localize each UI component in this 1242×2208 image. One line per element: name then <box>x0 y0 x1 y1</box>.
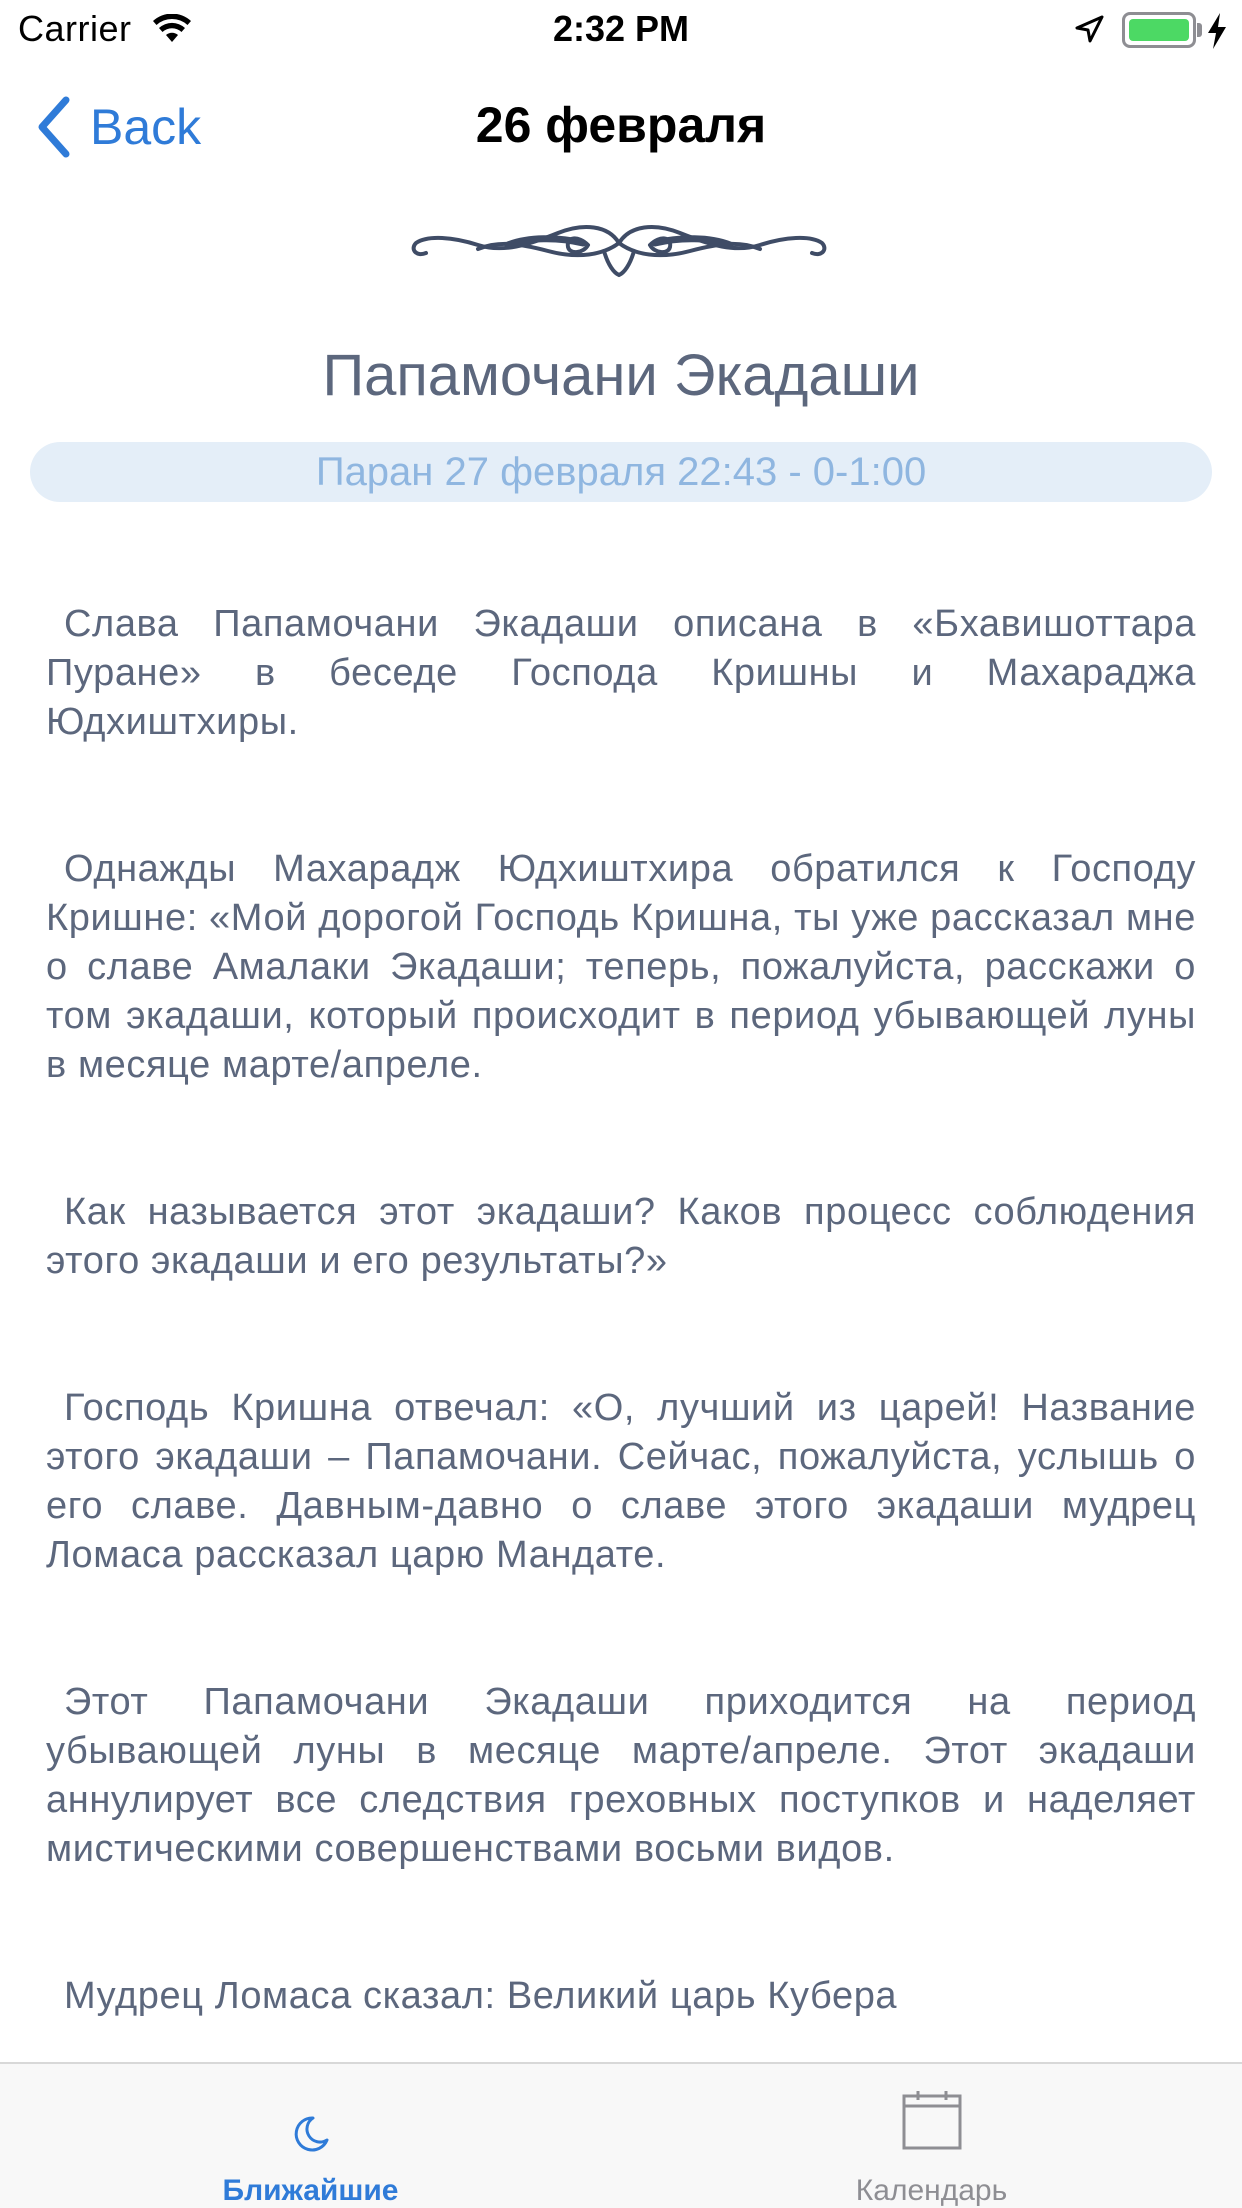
article-paragraph: Однажды Махарадж Юдхиштхира обратился к Господу Кришне: «Мой дорогой Господь Кришна, ты уже рассказал мне о славе Амалаки Экадаши; теперь, пожалуйста, расскажи о том экадаши, который происходит в период убывающей луны в месяце марте/апреле. <box>46 848 1196 1086</box>
tab-calendar-label: Календарь <box>855 2174 1008 2207</box>
navigation-bar <box>0 62 1242 194</box>
moon-icon <box>291 2114 331 2154</box>
article-paragraph: Этот Папамочани Экадаши приходится на период убывающей луны в месяце марте/апреле. Этот экадаши аннулирует все следствия греховных поступков и наделяет мистическими совершенствами восьми видов. <box>46 1681 1196 1870</box>
battery-tip <box>1197 23 1202 37</box>
article-content[interactable] <box>46 600 1196 2048</box>
tab-nearest[interactable] <box>0 2064 621 2208</box>
carrier-label: Carrier <box>18 8 132 49</box>
calendar-icon <box>902 2090 962 2150</box>
article-paragraph: Как называется этот экадаши? Каков процесс соблюдения этого экадаши и его результаты?» <box>46 1191 1196 1282</box>
article-paragraph: Слава Папамочани Экадаши описана в «Бхавишоттара Пуране» в беседе Господа Кришны и Махараджа Юдхиштхиры. <box>46 603 1196 743</box>
location-arrow-icon <box>1073 14 1105 46</box>
event-title: Папамочани Экадаши <box>322 343 920 408</box>
article-paragraph: Мудрец Ломаса сказал: Великий царь Кубера <box>64 1975 898 2017</box>
tab-nearest-label: Ближайшие <box>222 2174 399 2207</box>
article-paragraph: Господь Кришна отвечал: «О, лучший из царей! Название этого экадаши – Папамочани. Сейчас, пожалуйста, услышь о его славе. Давным-давно о славе этого экадаши мудрец Ломаса рассказал царю Мандате. <box>46 1387 1196 1576</box>
status-time: 2:32 PM <box>552 8 690 49</box>
paran-time-badge: Паран 27 февраля 22:43 - 0-1:00 <box>30 442 1212 502</box>
back-label: Back <box>90 99 202 155</box>
page-title: 26 февраля <box>475 97 767 153</box>
tab-bar <box>0 2062 1242 2208</box>
battery-icon <box>1122 12 1196 48</box>
battery-level <box>1129 19 1189 41</box>
status-bar <box>0 0 1242 62</box>
charging-bolt-icon <box>1205 12 1229 50</box>
tab-calendar[interactable] <box>621 2064 1242 2208</box>
ornament-divider-icon <box>408 215 830 285</box>
